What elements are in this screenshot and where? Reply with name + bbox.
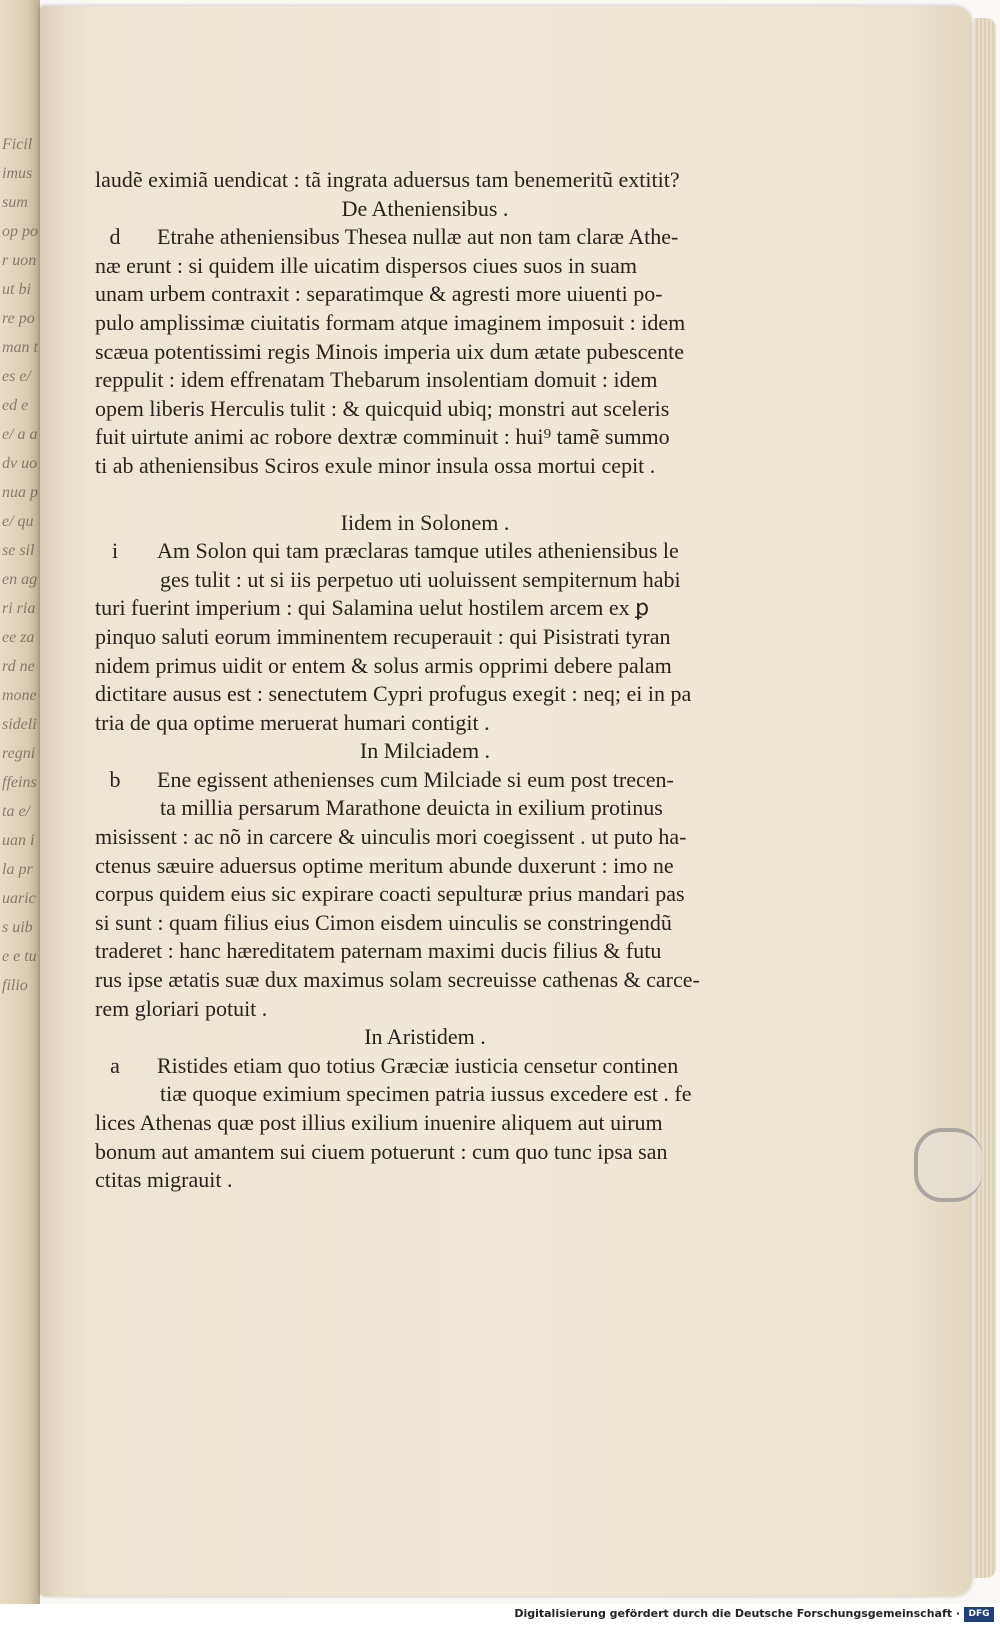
paragraph-first-line	[95, 1052, 755, 1081]
text-line: ctenus sæuire aduersus optime meritum abunde duxerunt : imo ne	[95, 852, 674, 878]
text-line: corpus quidem eius sic expirare coacti sepulturæ prius mandari pas	[95, 881, 685, 907]
text-line: pulo amplissimæ ciuitatis formam atque imaginem imposuit : idem	[95, 309, 686, 335]
text-line: turi fuerint imperium : qui Salamina uelut hostilem arcem ex ꝑ	[95, 595, 650, 621]
text-line: ti ab atheniensibus Sciros exule minor insula ossa mortui cepit .	[95, 452, 656, 478]
text-line: opem liberis Herculis tulit : & quicquid ubiq; monstri aut sceleris	[95, 395, 670, 421]
page-text	[95, 166, 755, 1195]
text-line: næ erunt : si quidem ille uicatim dispersos ciues suos in suam	[95, 252, 637, 278]
guide-letter: d	[109, 224, 121, 250]
text-line: tria de qua optime meruerat humari contigit .	[95, 709, 490, 735]
text-line: reppulit : idem effrenatam Thebarum insolentiam domuit : idem	[95, 367, 658, 393]
paragraph-gap	[95, 481, 755, 509]
facing-page-edge	[0, 0, 40, 1604]
guide-letter: a	[110, 1052, 120, 1078]
book-clip	[914, 1128, 982, 1202]
dfg-logo: DFG	[964, 1607, 994, 1622]
footer-bar	[0, 1604, 1000, 1626]
text-line: rus ipse ætatis suæ dux maximus solam secreuisse cathenas & carce-	[95, 967, 700, 993]
text-line: scæua potentissimi regis Minois imperia uix dum ætate pubescente	[95, 338, 685, 364]
text-line: bonum aut amantem sui ciuem potuerunt : cum quo tunc ipsa san	[95, 1138, 668, 1164]
paragraph-first-line	[95, 537, 755, 566]
text-line: misissent : ac nõ in carcere & uinculis mori coegissent . ut puto ha-	[95, 824, 687, 850]
text-line: dictitare ausus est : senectutem Cypri profugus exegit : neq; ei in pa	[95, 681, 692, 707]
text-line: tiæ quoque eximium specimen patria iussus excedere est . fe	[160, 1081, 692, 1107]
text-line: unam urbem contraxit : separatimque & agresti more uiuenti po-	[95, 281, 663, 307]
text-line: ta millia persarum Marathone deuicta in exilium protinus	[160, 795, 663, 821]
guide-letter: b	[109, 766, 121, 792]
paragraph-first-line	[95, 223, 755, 252]
guide-letter: i	[111, 538, 119, 564]
text-line: rem gloriari potuit .	[95, 995, 268, 1021]
line-text: Am Solon qui tam præclaras tamque utiles atheniensibus le	[157, 538, 679, 564]
line-text: Ene egissent athenienses cum Milciade si eum post trecen-	[157, 766, 674, 792]
section-heading: Iidem in Solonem .	[340, 509, 510, 535]
text-line: ges tulit : ut si iis perpetuo uti uoluissent sempiternum habi	[160, 566, 681, 592]
section-heading: In Milciadem .	[359, 738, 491, 764]
text-line: lices Athenas quæ post illius exilium inuenire aliquem aut uirum	[95, 1110, 663, 1135]
section-heading: De Atheniensibus .	[341, 195, 509, 221]
text-line: traderet : hanc hæreditatem paternam maximi ducis filius & futu	[95, 938, 662, 964]
text-line: laudẽ eximiã uendicat : tã ingrata aduersus tam benemeritũ extitit?	[95, 167, 680, 192]
facing-page-text: Ficil imus sum op por uon ut bi re po man tes e/ ed e e/ a adv uo nua pe/ quse silen agri ria ee zard ne mone sideli regni ffeins ta e/ uan ila pr uarics uibe e tu filio	[2, 136, 38, 994]
text-line: fuit uirtute animi ac robore dextræ comminuit : hui⁹ tamẽ summo	[95, 424, 670, 450]
text-line: pinquo saluti eorum imminentem recuperauit : qui Pisistrati tyran	[95, 623, 671, 649]
paragraph-first-line	[95, 766, 755, 795]
text-line: nidem primus uidit or entem & solus armis opprimi debere palam	[95, 652, 672, 678]
line-text: Etrahe atheniensibus Thesea nullæ aut non tam claræ Athe-	[157, 224, 679, 250]
text-line: ctitas migrauit .	[95, 1167, 233, 1193]
footer-credit: Digitalisierung gefördert durch die Deutsche Forschungsgemeinschaft ·	[514, 1607, 960, 1620]
section-heading: In Aristidem .	[364, 1024, 486, 1050]
line-text: Ristides etiam quo totius Græciæ iusticia censetur continen	[157, 1052, 679, 1078]
page-stack-edge	[974, 18, 996, 1578]
text-line: si sunt : quam filius eius Cimon eisdem uinculis se constringendũ	[95, 909, 672, 935]
